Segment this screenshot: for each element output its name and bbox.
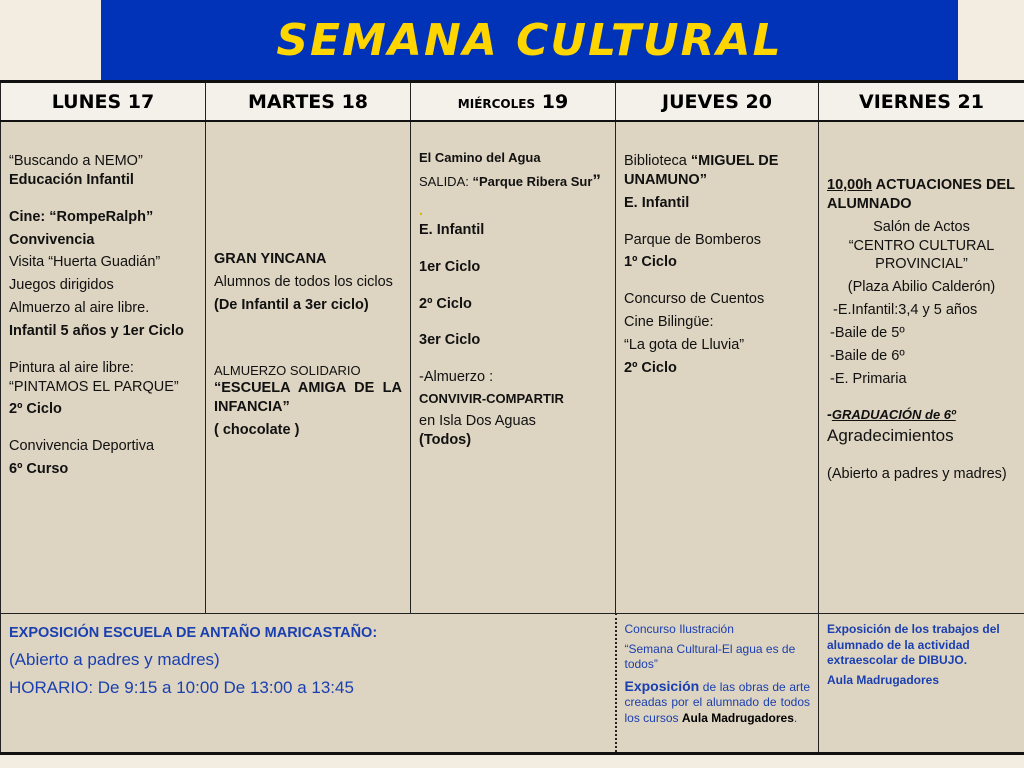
tue-line: Alumnos de todos los ciclos [214, 273, 393, 290]
fri-line: (Plaza Abilio Calderón) [847, 279, 996, 296]
tue-line: ALMUERZO SOLIDARIO [214, 362, 361, 378]
mon-line: Juegos dirigidos [9, 277, 114, 294]
thu-expo-cell [616, 614, 819, 754]
mon-line: 6º Curso [9, 461, 69, 478]
title-banner [101, 0, 958, 83]
thursday-cell [616, 121, 819, 614]
wed-line: (Todos) [419, 431, 472, 448]
page-title: SEMANA CULTURAL [276, 14, 783, 66]
thu-expo-aula: Aula Madrugadores [681, 710, 794, 725]
wed-salida-label: SALIDA: [419, 173, 473, 189]
wed-salida-place: “Parque Ribera Sur [472, 173, 593, 189]
thu-biblioteca-name: “MIGUEL DE UNAMUNO” [624, 153, 779, 188]
wed-line: en Isla Dos Aguas [419, 412, 536, 429]
fri-actuaciones: ACTUACIONES DEL ALUMNADO [827, 177, 1015, 212]
mon-line: Educación Infantil [9, 171, 134, 188]
thu-line: 1º Ciclo [624, 254, 677, 271]
fri-expo-line: Aula Madrugadores [827, 672, 940, 687]
expo-hours: HORARIO: De 9:15 a 10:00 De 13:00 a 13:45 [9, 677, 354, 697]
mon-line: “Buscando a NEMO” [9, 153, 143, 169]
fri-expo-line: Exposición de los trabajos del alumnado de la actividad extraescolar de DIBUJO. [827, 622, 1000, 668]
tue-line: ( chocolate ) [214, 422, 300, 439]
thu-expo-label: Exposición [624, 677, 700, 694]
fri-line [827, 406, 1016, 425]
day-header-wednesday [411, 82, 616, 122]
wed-line: E. Infantil [419, 221, 485, 238]
thu-line: Parque de Bomberos [624, 231, 762, 248]
fri-time: 10,00h [827, 177, 873, 193]
day-header-monday: LUNES 17 [1, 82, 206, 122]
friday-cell [819, 121, 1024, 614]
day-header-tuesday: MARTES 18 [206, 82, 411, 122]
mon-line: Infantil 5 años y 1er Ciclo [9, 322, 184, 339]
day-header-friday: VIERNES 21 [819, 82, 1024, 122]
wed-line: -Almuerzo : [419, 369, 494, 386]
mon-line: Almuerzo al aire libre. [9, 300, 150, 317]
wed-line: CONVIVIR-COMPARTIR [419, 391, 564, 407]
thu-line: Concurso de Cuentos [624, 291, 765, 308]
fri-line: -E.Infantil:3,4 y 5 años [833, 302, 978, 319]
tuesday-cell [206, 121, 411, 614]
thu-expo-line: “Semana Cultural-El agua es de todos” [624, 641, 796, 672]
fri-line: (Abierto a padres y madres) [827, 466, 1007, 483]
thu-line: E. Infantil [624, 194, 690, 211]
day-header-row [1, 82, 1024, 122]
wednesday-cell [411, 121, 616, 614]
tue-line: “ESCUELA AMIGA DE LA INFANCIA” [214, 380, 402, 416]
schedule-table [0, 80, 1024, 755]
wed-line: 2º Ciclo [419, 295, 472, 312]
mon-line: 2º Ciclo [9, 401, 62, 418]
wed-line: 1er Ciclo [419, 258, 481, 275]
monday-cell [1, 121, 206, 614]
fri-line: Agradecimientos [827, 426, 954, 446]
fri-expo-cell [819, 614, 1024, 754]
fri-graduacion-dash: - [827, 407, 832, 424]
fri-line: “CENTRO CULTURAL PROVINCIAL” [848, 237, 995, 273]
mon-line: Cine: “RompeRalph” [9, 208, 154, 225]
fri-line: -Baile de 5º [830, 324, 905, 341]
mon-line: Convivencia [9, 231, 95, 248]
exhibitions-row [1, 614, 1024, 754]
expo-open: (Abierto a padres y madres) [9, 649, 220, 669]
mon-line: Convivencia Deportiva [9, 438, 155, 455]
fri-line [827, 176, 1016, 214]
fri-line: Salón de Actos [873, 218, 970, 235]
wed-salida-quote: ” [592, 170, 601, 190]
thu-expo-desc: de las obras de arte creadas por el alumnado de todos los cursos [624, 679, 810, 725]
wed-line: 3er Ciclo [419, 332, 481, 349]
wed-line [419, 170, 607, 192]
thu-line: Cine Bilingüe: [624, 314, 714, 331]
day-header-thursday: JUEVES 20 [616, 82, 819, 122]
wednesday-number: 19 [541, 90, 569, 113]
thu-line: “La gota de Lluvia” [624, 336, 745, 353]
expo-cell [1, 614, 616, 754]
thu-expo-line: Concurso Ilustración [624, 622, 734, 636]
activities-row [1, 121, 1024, 614]
wed-dot: . [419, 202, 424, 219]
thu-line [624, 152, 810, 190]
fri-line: -E. Primaria [830, 370, 907, 387]
wednesday-word: MIÉRCOLES [457, 96, 536, 111]
thu-expo-line [625, 677, 811, 727]
mon-line: Pintura al aire libre: “PINTAMOS EL PARQUE” [9, 359, 179, 395]
expo-title: EXPOSICIÓN ESCUELA DE ANTAÑO MARICASTAÑO: [9, 625, 378, 641]
thu-biblioteca-label: Biblioteca [624, 153, 691, 169]
tue-line: GRAN YINCANA [214, 251, 327, 267]
mon-line: Visita “Huerta Guadián” [9, 254, 161, 271]
fri-line: -Baile de 6º [830, 347, 905, 364]
fri-graduacion: GRADUACIÓN de 6º [831, 407, 956, 423]
thu-line: 2º Ciclo [624, 359, 677, 376]
thu-expo-period: . [793, 710, 798, 725]
tue-line: (De Infantil a 3er ciclo) [214, 296, 369, 313]
wed-line: El Camino del Agua [419, 150, 541, 165]
